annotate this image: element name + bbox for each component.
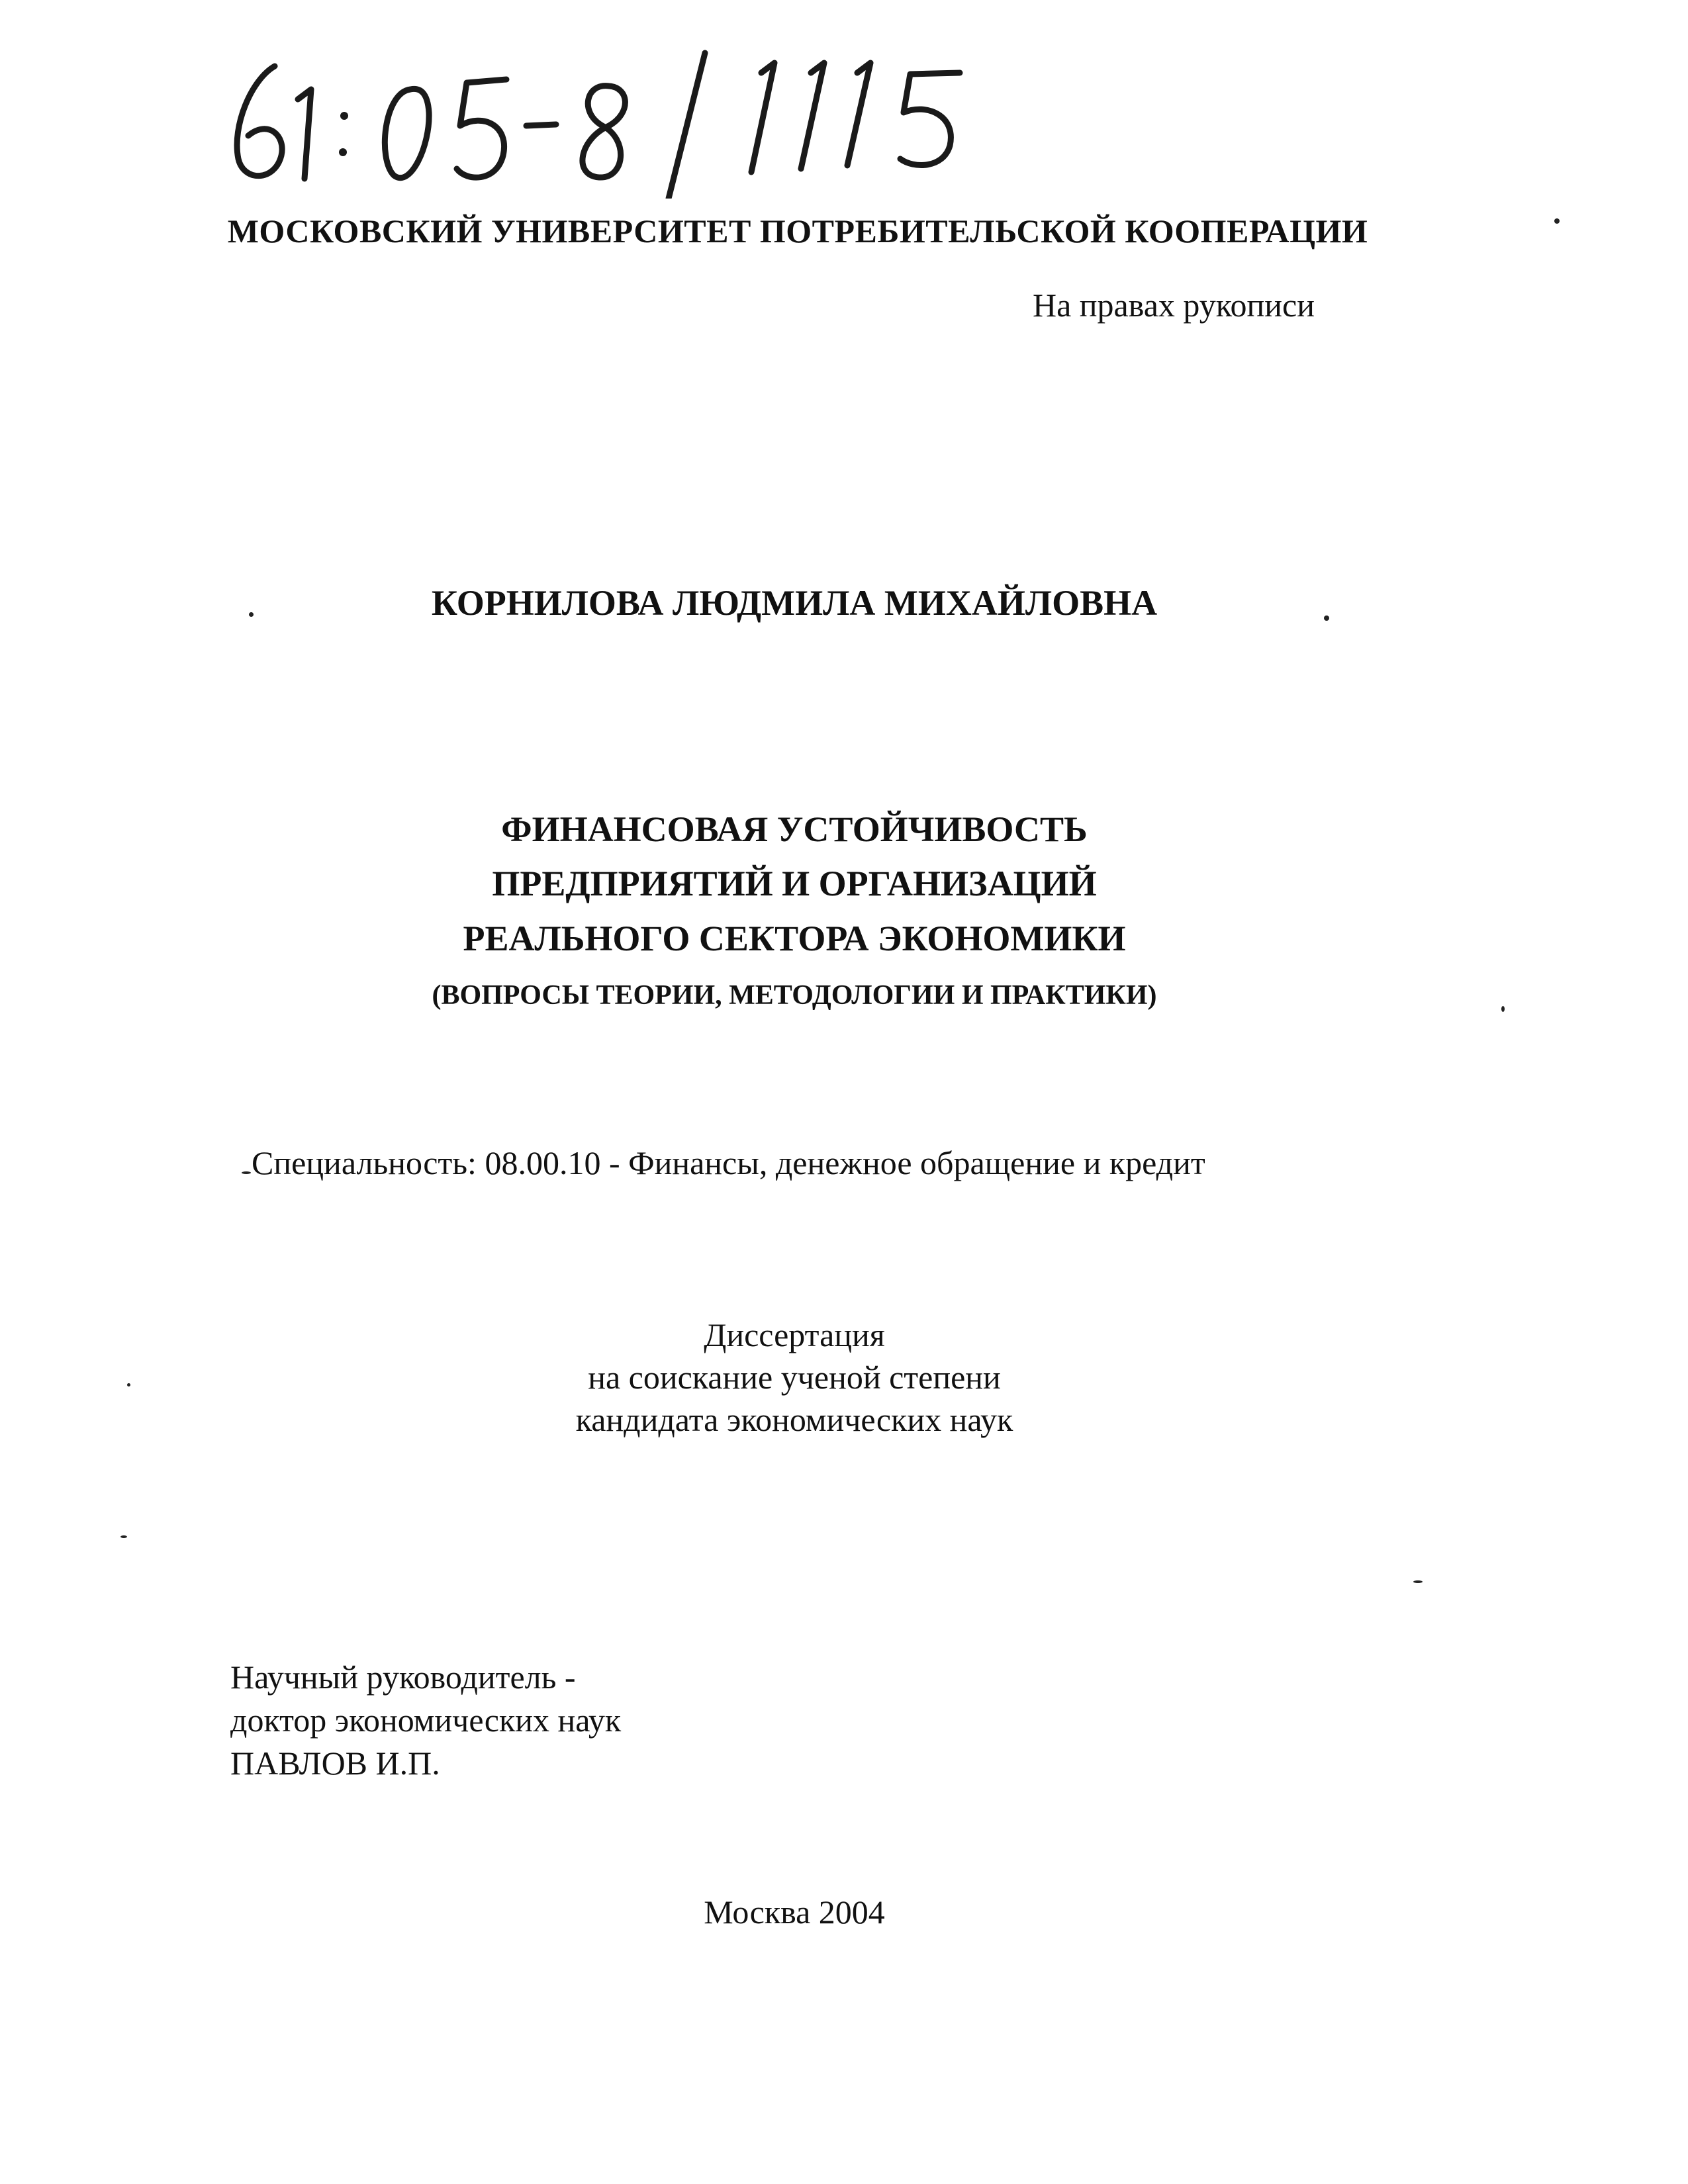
title-line-2: ПРЕДПРИЯТИЙ И ОРГАНИЗАЦИЙ	[492, 864, 1097, 903]
supervisor-label: Научный руководитель -	[230, 1659, 576, 1696]
title-line-3: РЕАЛЬНОГО СЕКТОРА ЭКОНОМИКИ	[463, 919, 1126, 958]
degree-line-2: на соискание ученой степени	[588, 1359, 1001, 1396]
scan-speck	[1554, 218, 1560, 224]
manuscript-note: На правах рукописи	[1033, 287, 1315, 324]
degree-line-1: Диссертация	[704, 1316, 885, 1353]
university-name: МОСКОВСКИЙ УНИВЕРСИТЕТ ПОТРЕБИТЕЛЬСКОЙ КООПЕРАЦИИ	[227, 212, 1368, 250]
scan-speck	[1413, 1580, 1423, 1583]
handwritten-archive-mark	[212, 26, 1139, 199]
title-subtitle: (ВОПРОСЫ ТЕОРИИ, МЕТОДОЛОГИИ И ПРАКТИКИ)	[432, 980, 1157, 1011]
scan-speck	[120, 1535, 127, 1538]
scan-speck	[242, 1171, 251, 1174]
supervisor-degree: доктор экономических наук	[230, 1702, 622, 1739]
specialty: Специальность: 08.00.10 - Финансы, денежное обращение и кредит	[252, 1144, 1205, 1181]
title-line-1: ФИНАНСОВАЯ УСТОЙЧИВОСТЬ	[501, 809, 1088, 849]
city-year: Москва 2004	[704, 1893, 885, 1931]
supervisor-name: ПАВЛОВ И.П.	[230, 1745, 440, 1782]
author-name: КОРНИЛОВА ЛЮДМИЛА МИХАЙЛОВНА	[431, 583, 1158, 623]
degree-line-3: кандидата экономических наук	[575, 1401, 1013, 1438]
